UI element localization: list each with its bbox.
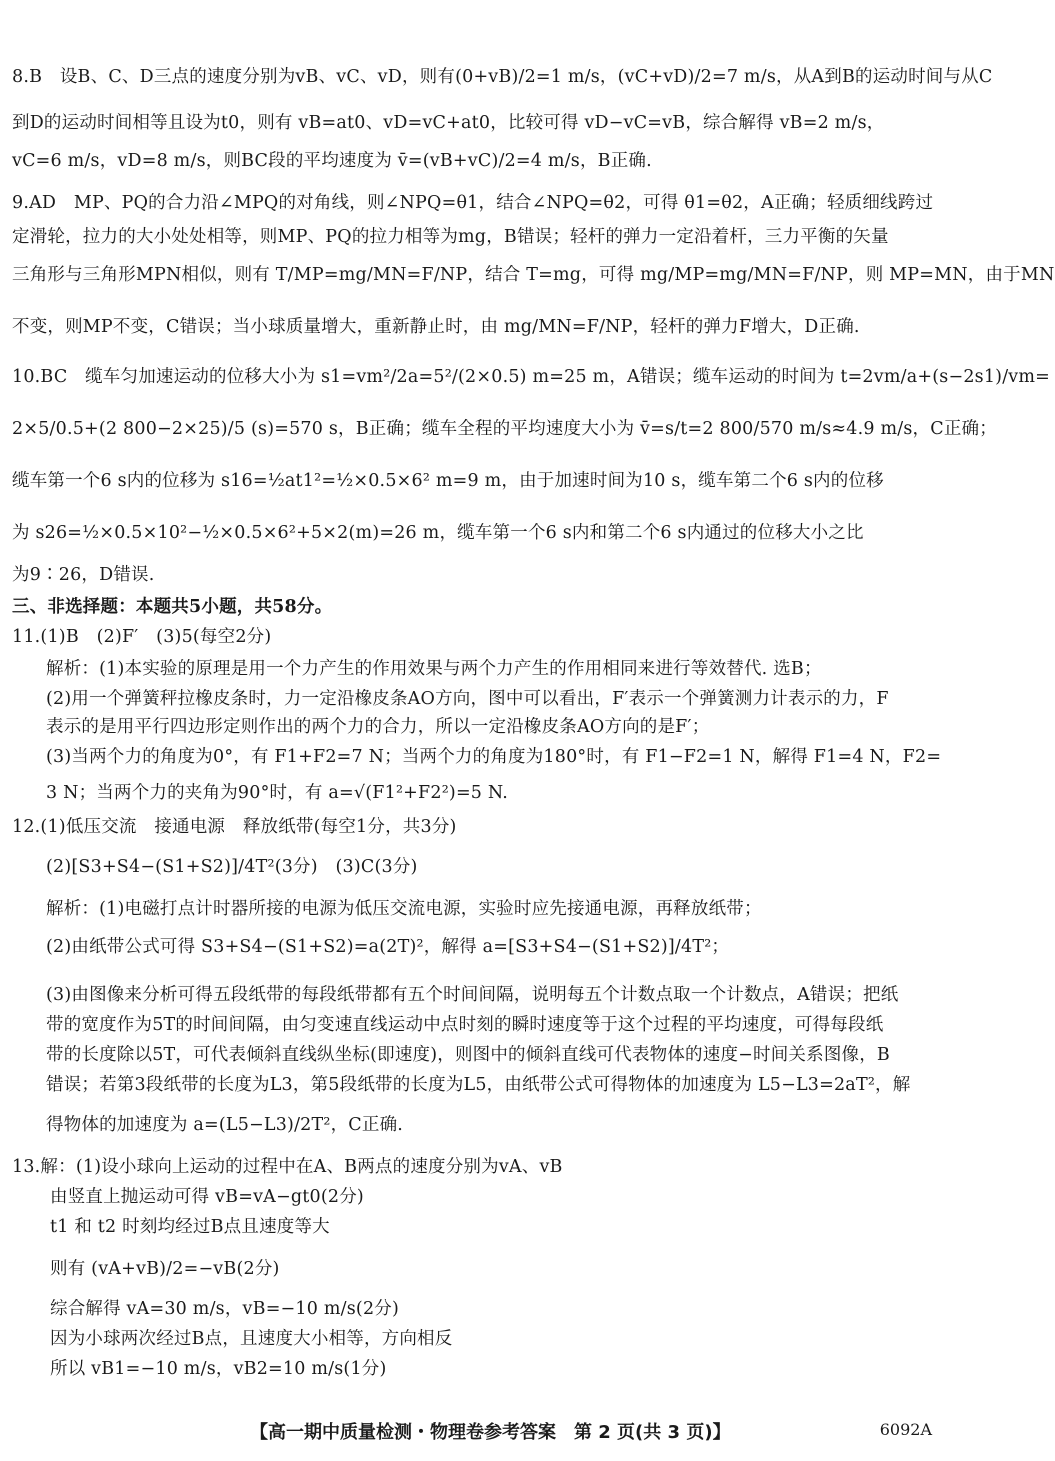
q12-line-7: 带的长度除以5T，可代表倾斜直线纵坐标(即速度)，则图中的倾斜直线可代表物体的速度−时间关系图像，B [46, 1045, 890, 1065]
q9-line-2: 定滑轮，拉力的大小处处相等，则MP、PQ的拉力相等为mg，B错误；轻杆的弹力一定沿着杆，三力平衡的矢量 [12, 227, 889, 247]
q9-line-3: 三角形与三角形MPN相似，则有 T/MP=mg/MN=F/NP，结合 T=mg，可得 mg/MP=mg/MN=F/NP，则 MP=MN，由于MN [12, 265, 1055, 285]
q10-line-5: 为9∶26，D错误. [12, 565, 155, 585]
q10-line-1: 10.BC 缆车匀加速运动的位移大小为 s1=vm²/2a=5²/(2×0.5) m=25 m，A错误；缆车运动的时间为 t=2vm/a+(s−2s1)/vm= [12, 367, 1051, 387]
q12-line-4: (2)由纸带公式可得 S3+S4−(S1+S2)=a(2T)²，解得 a=[S3+S4−(S1+S2)]/4T²； [46, 937, 730, 957]
q13-line-7: 所以 vB1=−10 m/s，vB2=10 m/s(1分) [50, 1359, 387, 1379]
q12-line-1: 12.(1)低压交流 接通电源 释放纸带(每空1分，共3分) [12, 817, 457, 837]
q13-line-5: 综合解得 vA=30 m/s，vB=−10 m/s(2分) [50, 1299, 400, 1319]
q13-line-6: 因为小球两次经过B点，且速度大小相等，方向相反 [50, 1329, 453, 1349]
q8-line-3: vC=6 m/s，vD=8 m/s，则BC段的平均速度为 v̄=(vB+vC)/2=4 m/s，B正确. [12, 151, 652, 171]
q10-line-4: 为 s26=½×0.5×10²−½×0.5×6²+5×2(m)=26 m，缆车第一个6 s内和第二个6 s内通过的位移大小之比 [12, 523, 864, 543]
q11-line-6: 3 N；当两个力的夹角为90°时，有 a=√(F1²+F2²)=5 N. [46, 783, 509, 803]
q13-line-1: 13.解：(1)设小球向上运动的过程中在A、B两点的速度分别为vA、vB [12, 1157, 563, 1177]
q11-line-1: 11.(1)B (2)F′ (3)5(每空2分) [12, 627, 272, 647]
q11-line-5: (3)当两个力的角度为0°，有 F1+F2=7 N；当两个力的角度为180°时，有 F1−F2=1 N，解得 F1=4 N，F2= [46, 747, 942, 767]
q11-line-2: 解析：(1)本实验的原理是用一个力产生的作用效果与两个力产生的作用相同来进行等效替代. 选B； [46, 659, 822, 679]
q8-line-2: 到D的运动时间相等且设为t0，则有 vB=at0、vD=vC+at0，比较可得 vD−vC=vB，综合解得 vB=2 m/s， [12, 113, 885, 133]
section-heading: 三、非选择题：本题共5小题，共58分。 [12, 597, 333, 617]
footer-code: 6092A [879, 1420, 932, 1439]
q11-line-3: (2)用一个弹簧秤拉橡皮条时，力一定沿橡皮条AO方向，图中可以看出，F′表示一个弹簧测力计表示的力，F [46, 689, 889, 709]
q12-line-6: 带的宽度作为5T的时间间隔，由匀变速直线运动中点时刻的瞬时速度等于这个过程的平均速度，可得每段纸 [46, 1015, 884, 1035]
q12-line-8: 错误；若第3段纸带的长度为L3，第5段纸带的长度为L5，由纸带公式可得物体的加速度为 L5−L3=2aT²，解 [46, 1075, 911, 1095]
q12-line-2: (2)[S3+S4−(S1+S2)]/4T²(3分) (3)C(3分) [46, 857, 418, 877]
q8-line-1: 8.B 设B、C、D三点的速度分别为vB、vC、vD，则有(0+vB)/2=1 m/s，(vC+vD)/2=7 m/s，从A到B的运动时间与从C [12, 67, 993, 87]
page-footer [0, 1418, 950, 1448]
q11-line-4: 表示的是用平行四边形定则作出的两个力的合力，所以一定沿橡皮条AO方向的是F′； [46, 717, 710, 737]
q12-line-9: 得物体的加速度为 a=(L5−L3)/2T²，C正确. [46, 1115, 404, 1135]
q9-line-1: 9.AD MP、PQ的合力沿∠MPQ的对角线，则∠NPQ=θ1，结合∠NPQ=θ2，可得 θ1=θ2，A正确；轻质细线跨过 [12, 193, 934, 213]
q13-line-4: 则有 (vA+vB)/2=−vB(2分) [50, 1259, 280, 1279]
q13-line-2: 由竖直上抛运动可得 vB=vA−gt0(2分) [50, 1187, 364, 1207]
q10-line-3: 缆车第一个6 s内的位移为 s16=½at1²=½×0.5×6² m=9 m，由于加速时间为10 s，缆车第二个6 s内的位移 [12, 471, 884, 491]
footer-title: 【高一期中质量检测・物理卷参考答案 第 2 页(共 3 页)】 [250, 1422, 731, 1443]
q9-line-4: 不变，则MP不变，C错误；当小球质量增大，重新静止时，由 mg/MN=F/NP，轻杆的弹力F增大，D正确. [12, 317, 860, 337]
q13-line-3: t1 和 t2 时刻均经过B点且速度等大 [50, 1217, 330, 1237]
q10-line-2: 2×5/0.5+(2 800−2×25)/5 (s)=570 s，B正确；缆车全程的平均速度大小为 v̄=s/t=2 800/570 m/s≈4.9 m/s，C正确； [12, 419, 997, 439]
q12-line-5: (3)由图像来分析可得五段纸带的每段纸带都有五个时间间隔，说明每五个计数点取一个计数点，A错误；把纸 [46, 985, 899, 1005]
q12-line-3: 解析：(1)电磁打点计时器所接的电源为低压交流电源，实验时应先接通电源，再释放纸带； [46, 899, 762, 919]
